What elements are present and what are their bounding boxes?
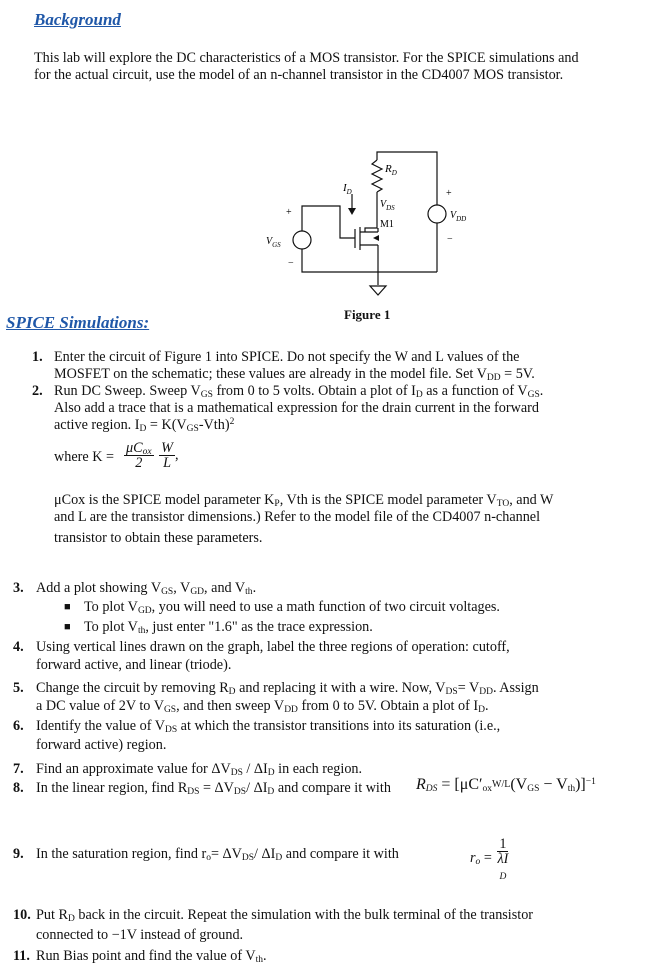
item-1-line-2: MOSFET on the schematic; these values are already in the model file. Set $V_{DD} = 5V$. xyxy=(54,366,535,383)
label-vgs: $V_{GS}$ xyxy=(266,236,281,249)
wire-drain xyxy=(365,192,377,232)
item-6-line-1: Identify the value of $V_{DS}$ at which the transistor transitions into its saturation (i.e., xyxy=(36,718,501,735)
item-11-line-1: Run Bias point and find the value of $V_{th}$. xyxy=(36,948,267,965)
item-10-line-2: connected to −1V instead of ground. xyxy=(36,927,244,943)
item-2-line-7: transistor to obtain these parameters. xyxy=(54,530,263,546)
rds-formula: $R_{DS} = [\mu C'_{ox}W/L(V_{GS} - V_{th})]^{-1}$ xyxy=(416,776,596,794)
item-10-number: 10. xyxy=(13,907,31,923)
vgs-source xyxy=(293,231,311,249)
wire-top xyxy=(377,152,437,205)
background-heading: Background xyxy=(34,10,121,29)
intro-line-2: for the actual circuit, use the model of an n-channel transistor in the CD4007 MOS transistor. xyxy=(34,67,564,83)
label-m1: M1 xyxy=(380,219,394,230)
item-10-line-1: Put $R_D$ back in the circuit. Repeat the simulation with the bulk terminal of the transistor xyxy=(36,907,534,924)
item-7-number: 7. xyxy=(13,761,24,777)
item-3-number: 3. xyxy=(13,580,24,596)
label-id: $I_D$ xyxy=(343,182,352,196)
item-3-bullet-1: To plot $V_{GD}$, you will need to use a math function of two circuit voltages. xyxy=(84,599,500,616)
label-vdd: $V_{DD}$ xyxy=(450,210,467,223)
vdd-plus: + xyxy=(446,188,452,199)
ground-symbol xyxy=(370,286,386,295)
vgs-plus: + xyxy=(286,207,292,218)
item-2-line-6: and L are the transistor dimensions.) Refer to the model file of the CD4007 n-channel xyxy=(54,509,541,525)
bullet-1: ■ xyxy=(64,601,71,613)
resistor-rd xyxy=(372,160,382,192)
intro-line-1: This lab will explore the DC characteristics of a MOS transistor. For the SPICE simulations and xyxy=(34,50,579,66)
item-2-line-2: Also add a trace that is a mathematical expression for the drain current in the forward xyxy=(54,400,539,416)
label-rd: $R_D$ xyxy=(385,163,397,177)
item-6-number: 6. xyxy=(13,718,24,734)
item-6-line-2: forward active) region. xyxy=(36,737,167,753)
item-2-line-1: Run DC Sweep. Sweep $V_{GS}$ from 0 to 5 volts. Obtain a plot of $I_D$ as a function of $V_{GS}$. xyxy=(54,383,544,400)
item-4-line-2: forward active, and linear (triode). xyxy=(36,657,232,673)
item-3-bullet-2: To plot $V_{th}$, just enter "1.6" as the trace expression. xyxy=(84,619,373,636)
ro-formula: $r_o$ = 1 λI $_D$ xyxy=(470,836,509,882)
item-7-line-1: Find an approximate value for $\Delta V_{DS} / \Delta I_D$ in each region. xyxy=(36,761,363,778)
item-1-line-1: Enter the circuit of Figure 1 into SPICE. Do not specify the W and L values of the xyxy=(54,349,520,365)
item-3-line-1: Add a plot showing $V_{GS}$, $V_{GD}$, and $V_{th}$. xyxy=(36,580,257,597)
item-1-number: 1. xyxy=(32,349,43,365)
k-formula: $\frac{\mu C_{ox}}{2}$ $\frac{W}{L}$ , xyxy=(126,440,179,471)
item-5-number: 5. xyxy=(13,680,24,696)
item-8-line-1: In the linear region, find $R_{DS} = \Delta V_{DS}/$ $\Delta I_D$ and compare it with xyxy=(36,780,391,797)
item-4-line-1: Using vertical lines drawn on the graph, label the three regions of operation: cutoff, xyxy=(36,639,510,655)
figure-caption: Figure 1 xyxy=(344,307,391,322)
item-5-line-1: Change the circuit by removing $R_D$ and replacing it with a wire. Now, $V_{DS}= V_{DD}$. Assign xyxy=(36,680,539,697)
vdd-source xyxy=(428,205,446,223)
label-vds: $V_{DS}$ xyxy=(380,199,395,212)
vdd-minus: − xyxy=(447,234,453,245)
item-2-where-k: where K = xyxy=(54,449,114,465)
spice-heading: SPICE Simulations: xyxy=(6,313,150,332)
item-5-line-2: a DC value of 2V to $V_{GS}$, and then sweep $V_{DD}$ from 0 to 5V. Obtain a plot of $I_D$. xyxy=(36,698,489,715)
wire-ground-bus xyxy=(302,249,437,272)
item-2-line-5: μCox is the SPICE model parameter $K_P$, Vth is the SPICE model parameter $V_{TO}$, and W xyxy=(54,492,554,509)
wire-gate xyxy=(302,206,355,238)
bullet-2: ■ xyxy=(64,621,71,633)
item-9-number: 9. xyxy=(13,846,24,862)
item-9-line-1: In the saturation region, find $r_o= \Delta V_{DS}/$ $\Delta I_D$ and compare it with xyxy=(36,846,399,863)
circuit-diagram xyxy=(250,150,470,310)
item-8-number: 8. xyxy=(13,780,24,796)
item-4-number: 4. xyxy=(13,639,24,655)
vgs-minus: − xyxy=(288,258,294,269)
item-2-number: 2. xyxy=(32,383,43,399)
item-11-number: 11. xyxy=(13,948,30,964)
item-2-line-3: active region. $I_D = K(V_{GS}-Vth)^2$ xyxy=(54,417,235,434)
